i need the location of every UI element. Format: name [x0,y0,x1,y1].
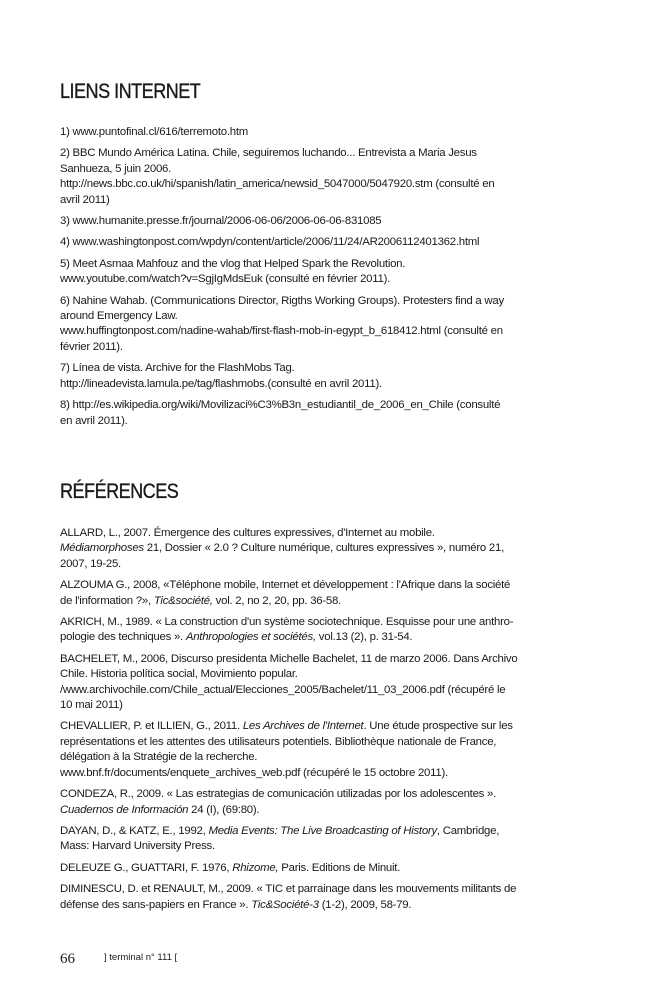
reference-title: Anthropologies et sociétés, [185,631,316,644]
link-line: en avril 2011). [60,414,128,427]
link-entry [60,361,560,392]
reference-line: CONDEZA, R., 2009. « Las estrategias de comunicación utilizadas por los adolescentes ». [60,788,497,801]
reference-line: ALZOUMA G., 2008, «Téléphone mobile, Internet et développement : l'Afrique dans la société [60,579,511,592]
link-line: around Emergency Law. [60,310,178,323]
reference-entry [60,882,560,913]
reference-entry [60,861,560,876]
link-line[interactable]: 1) www.puntofinal.cl/616/terremoto.htm [60,126,249,138]
link-entry [60,214,560,229]
reference-line [60,594,560,609]
link-entry [60,294,560,356]
reference-line [60,898,560,913]
reference-entry [60,652,560,714]
reference-text: DELEUZE G., GUATTARI, F. 1976, [60,861,233,874]
reference-line: Mass: Harvard University Press. [60,840,215,853]
link-entry [60,398,560,429]
link-line[interactable]: 3) www.humanite.presse.fr/journal/2006-06-06/2006-06-06-831085 [60,215,382,228]
link-line[interactable]: 8) http://es.wikipedia.org/wiki/Movilizaci%C3%B3n_estudiantil_de_2006_en_Chile (consulté [60,399,501,412]
link-line: février 2011). [60,340,123,353]
reference-text: CHEVALLIER, P. et ILLIEN, G., 2011. [60,720,243,733]
link-entry [60,146,560,208]
reference-text: Paris. Editions de Minuit. [278,861,401,874]
reference-line[interactable]: www.bnf.fr/documents/enquete_archives_web.pdf (récupéré le 15 octobre 2011). [60,766,448,779]
link-line: avril 2011) [60,193,110,206]
references-heading: RÉFÉRENCES [60,480,179,503]
link-line: 2) BBC Mundo América Latina. Chile, seguiremos luchando... Entrevista a Maria Jesus [60,147,477,160]
reference-title: Cuadernos de Información [60,803,189,816]
reference-title: Tic&Société-3 [251,898,319,911]
reference-line [60,541,560,556]
link-line: 7) Línea de vista. Archive for the FlashMobs Tag. [60,362,295,375]
references-list [60,526,560,919]
reference-line: délégation à la Stratégie de la recherche. [60,751,258,764]
reference-text: DAYAN, D., & KATZ, E., 1992, [60,824,209,837]
reference-line: Chile. Historia política social, Movimiento popular. [60,668,298,681]
link-line: Sanhueza, 5 juin 2006. [60,162,172,175]
reference-title: Rhizome, [232,861,279,874]
link-line[interactable]: 4) www.washingtonpost.com/wpdyn/content/article/2006/11/24/AR2006112401362.html [60,236,480,249]
reference-text: défense des sans-papiers en France ». [60,898,252,911]
reference-line [60,861,560,876]
reference-line: représentations et les attentes des utilisateurs potentiels. Bibliothèque nationale de France, [60,735,497,748]
link-line[interactable]: http://news.bbc.co.uk/hi/spanish/latin_america/newsid_5047000/5047920.stm (consulté en [60,178,495,191]
reference-line [60,630,560,645]
reference-text: vol.13 (2), p. 31-54. [315,631,413,644]
link-line[interactable]: www.huffingtonpost.com/nadine-wahab/first-flash-mob-in-egypt_b_618412.html (consulté en [60,325,503,338]
reference-line[interactable]: /www.archivochile.com/Chile_actual/Elecciones_2005/Bachelet/11_03_2006.pdf (récupéré le [60,683,506,696]
reference-entry [60,615,560,646]
link-line[interactable]: www.youtube.com/watch?v=SgjIgMdsEuk (consulté en février 2011). [60,273,391,286]
link-line: 6) Nahine Wahab. (Communications Director, Rigths Working Groups). Protesters find a way [60,294,504,307]
reference-text: de l'information ?», [60,594,154,607]
reference-title: Médiamorphoses [60,542,144,555]
reference-text: . Une étude prospective sur les [363,720,513,733]
reference-entry [60,526,560,572]
reference-line: 10 mai 2011) [60,699,123,712]
reference-entry [60,719,560,781]
reference-line: ALLARD, L., 2007. Émergence des cultures expressives, d'Internet au mobile. [60,527,435,539]
liens-internet-heading: LIENS INTERNET [60,80,201,103]
reference-line [60,803,560,818]
journal-name: ] terminal n° 111 [ [104,952,178,963]
reference-line: 2007, 19-25. [60,557,121,570]
reference-title: Les Archives de l'Internet [242,720,364,733]
reference-line: BACHELET, M., 2006, Discurso presidenta Michelle Bachelet, 11 de marzo 2006. Dans Archivo [60,652,518,665]
liens-list [60,125,560,435]
reference-text: pologie des techniques ». [60,631,186,644]
reference-text: , Cambridge, [436,824,500,837]
reference-title: Media Events: The Live Broadcasting of History [208,824,437,837]
link-entry [60,235,560,250]
reference-entry [60,824,560,855]
link-entry [60,125,560,140]
link-line[interactable]: http://lineadevista.lamula.pe/tag/flashmobs.(consulté en avril 2011). [60,377,382,390]
reference-text: 21, Dossier « 2.0 ? Culture numérique, cultures expressives », numéro 21, [143,542,504,555]
page-footer [60,950,178,968]
reference-text: vol. 2, no 2, 20, pp. 36-58. [212,594,342,607]
reference-entry [60,787,560,818]
reference-entry [60,578,560,609]
reference-line [60,824,560,839]
page-number: 66 [60,951,75,967]
reference-title: Tic&société, [153,594,213,607]
link-line: 5) Meet Asmaa Mahfouz and the vlog that Helped Spark the Revolution. [60,257,406,270]
reference-line: AKRICH, M., 1989. « La construction d'un système sociotechnique. Esquisse pour une anthro- [60,616,514,629]
reference-text: (1-2), 2009, 58-79. [318,898,412,911]
reference-text: 24 (I), (69:80). [188,803,260,816]
reference-line: DIMINESCU, D. et RENAULT, M., 2009. « TIC et parrainage dans les mouvements militants de [60,883,517,896]
reference-line [60,719,560,734]
link-entry [60,257,560,288]
